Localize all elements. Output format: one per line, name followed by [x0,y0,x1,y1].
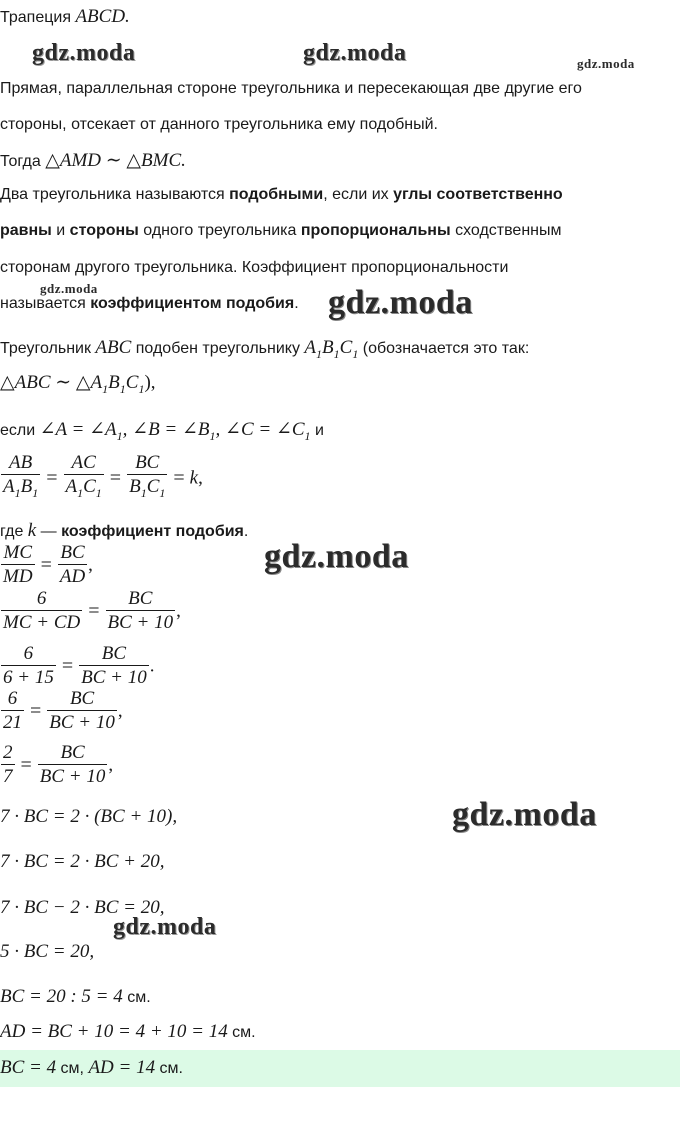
math: BC = 20 : 5 = 4 [0,986,123,1007]
equation-line: 7 · BC − 2 · BC = 20, [0,897,165,918]
text: Треугольник [0,340,96,357]
text: и [51,222,70,239]
term: коэффициент подобия [61,523,244,540]
punct: , [88,554,93,576]
numerator: BC [128,588,153,609]
definition-line [0,186,563,204]
watermark: gdz.moda [452,796,597,833]
watermark: gdz.moda [40,281,98,296]
equation-4: $\frac{6}{21}$ = $\frac{BC}{BC + 10}$ , [3,688,123,733]
title-prefix: Трапеция [0,9,71,26]
text: Два треугольника называются [0,186,230,203]
then-line [0,149,186,172]
term: пропорциональны [300,222,451,239]
math: AD = BC + 10 = 4 + 10 = 14 [0,1021,228,1042]
definition-line [0,222,562,240]
equation-line: 7 · BC = 2 · (BC + 10), [0,806,178,827]
term: подобными [229,186,324,203]
numerator: 2 [3,742,13,763]
math: ∠A = $\angle A_1$, ∠B = $\angle B_1$, ∠C = $\angle C_1$ [39,419,311,443]
text: подобен треугольнику [131,340,305,357]
definition-line [0,259,508,277]
unit: см. [122,989,151,1006]
math: ABC [95,337,132,358]
numerator: 6 [36,588,47,609]
text: если [0,422,36,439]
triangle-line [0,337,529,362]
watermark: gdz.moda [264,538,409,575]
equation-3: $\frac{6}{6 + 15}$ = $\frac{BC}{BC + 10}$ . [3,643,155,688]
equation-line: 5 · BC = 20, [0,941,95,962]
denominator: BC + 10 [49,712,115,733]
math: AD = 14 [88,1057,156,1078]
denominator: MD [3,566,33,587]
ratio-equation: $\frac{AB}{A_1B_1}$ = $\frac{AC}{A_1C_1}$ = $\frac{BC}{B_1C_1}$ = k, [0,452,203,505]
text: стороны, отсекает от данного треугольника ему подобный. [0,116,438,133]
denominator: 7 [3,766,13,787]
term: коэффициентом подобия [90,295,295,312]
punct: . [149,655,155,677]
numerator: 6 [23,643,34,664]
text: (обозначается это так: [358,340,530,357]
punct: , [108,754,114,776]
numerator: 6 [7,688,18,709]
numerator: BC [60,742,85,763]
numerator: BC [101,643,127,664]
denominator: 6 + 15 [3,667,54,688]
text: — [36,523,62,540]
math: k [27,520,37,541]
text: Прямая, параллельная стороне треугольника и пересекающая две другие его [0,80,582,97]
denominator: MC + CD [3,612,81,633]
watermark: gdz.moda [577,56,635,71]
denominator: BC + 10 [39,766,106,787]
denominator: AD [59,566,86,587]
angles-line [0,418,324,444]
numerator: BC [60,542,85,563]
equation-line [0,1021,256,1043]
equation-1: $\frac{MC}{MD}$ = $\frac{BC}{AD}$ , [3,542,93,587]
punct: , [176,600,181,622]
math: $A_1B_1C_1$ [304,337,359,361]
title-line [0,6,130,28]
text: . [243,523,249,540]
denominator: 21 [3,712,22,733]
equation-5: $\frac{2}{7}$ = $\frac{BC}{BC + 10}$ , [3,742,114,787]
watermark: gdz.moda [328,284,473,321]
term: равны [0,222,52,239]
unit: см. [155,1060,183,1077]
punct: , [117,700,123,722]
equation-line: 7 · BC = 2 · BC + 20, [0,851,165,872]
text: сходственным [450,222,562,239]
watermark: gdz.moda [113,914,217,940]
text: называется [0,295,91,312]
math: BC = 4 [0,1057,57,1078]
unit: см, [56,1060,89,1077]
definition-line [0,295,299,313]
text: сторонам другого треугольника. Коэффициент пропорциональности [0,259,509,276]
equation-2: $\frac{6}{MC + CD}$ = $\frac{BC}{BC + 10}$ , [3,588,181,633]
title-math: ABCD. [75,6,130,27]
term: стороны [69,222,139,239]
text: Тогда [0,153,41,170]
term: углы соответственно [393,186,563,203]
denominator: BC + 10 [81,667,147,688]
watermark: gdz.moda [32,40,136,66]
paragraph-line [0,116,438,134]
answer-line [0,1057,183,1079]
watermark: gdz.moda [303,40,407,66]
text: , если их [323,186,394,203]
where-line [0,520,248,542]
numerator: MC [3,542,33,563]
numerator: BC [69,688,95,709]
similarity-notation: △ABC ∼ $\triangle A_1B_1C_1$), [0,372,156,396]
denominator: BC + 10 [107,612,174,633]
text: где [0,523,28,540]
text: одного треугольника [138,222,301,239]
text: и [315,422,324,439]
equation-line [0,986,151,1008]
paragraph-line [0,80,582,98]
text: . [294,295,299,312]
math: △AMD ∼ △BMC. [45,150,186,171]
unit: см. [227,1024,256,1041]
